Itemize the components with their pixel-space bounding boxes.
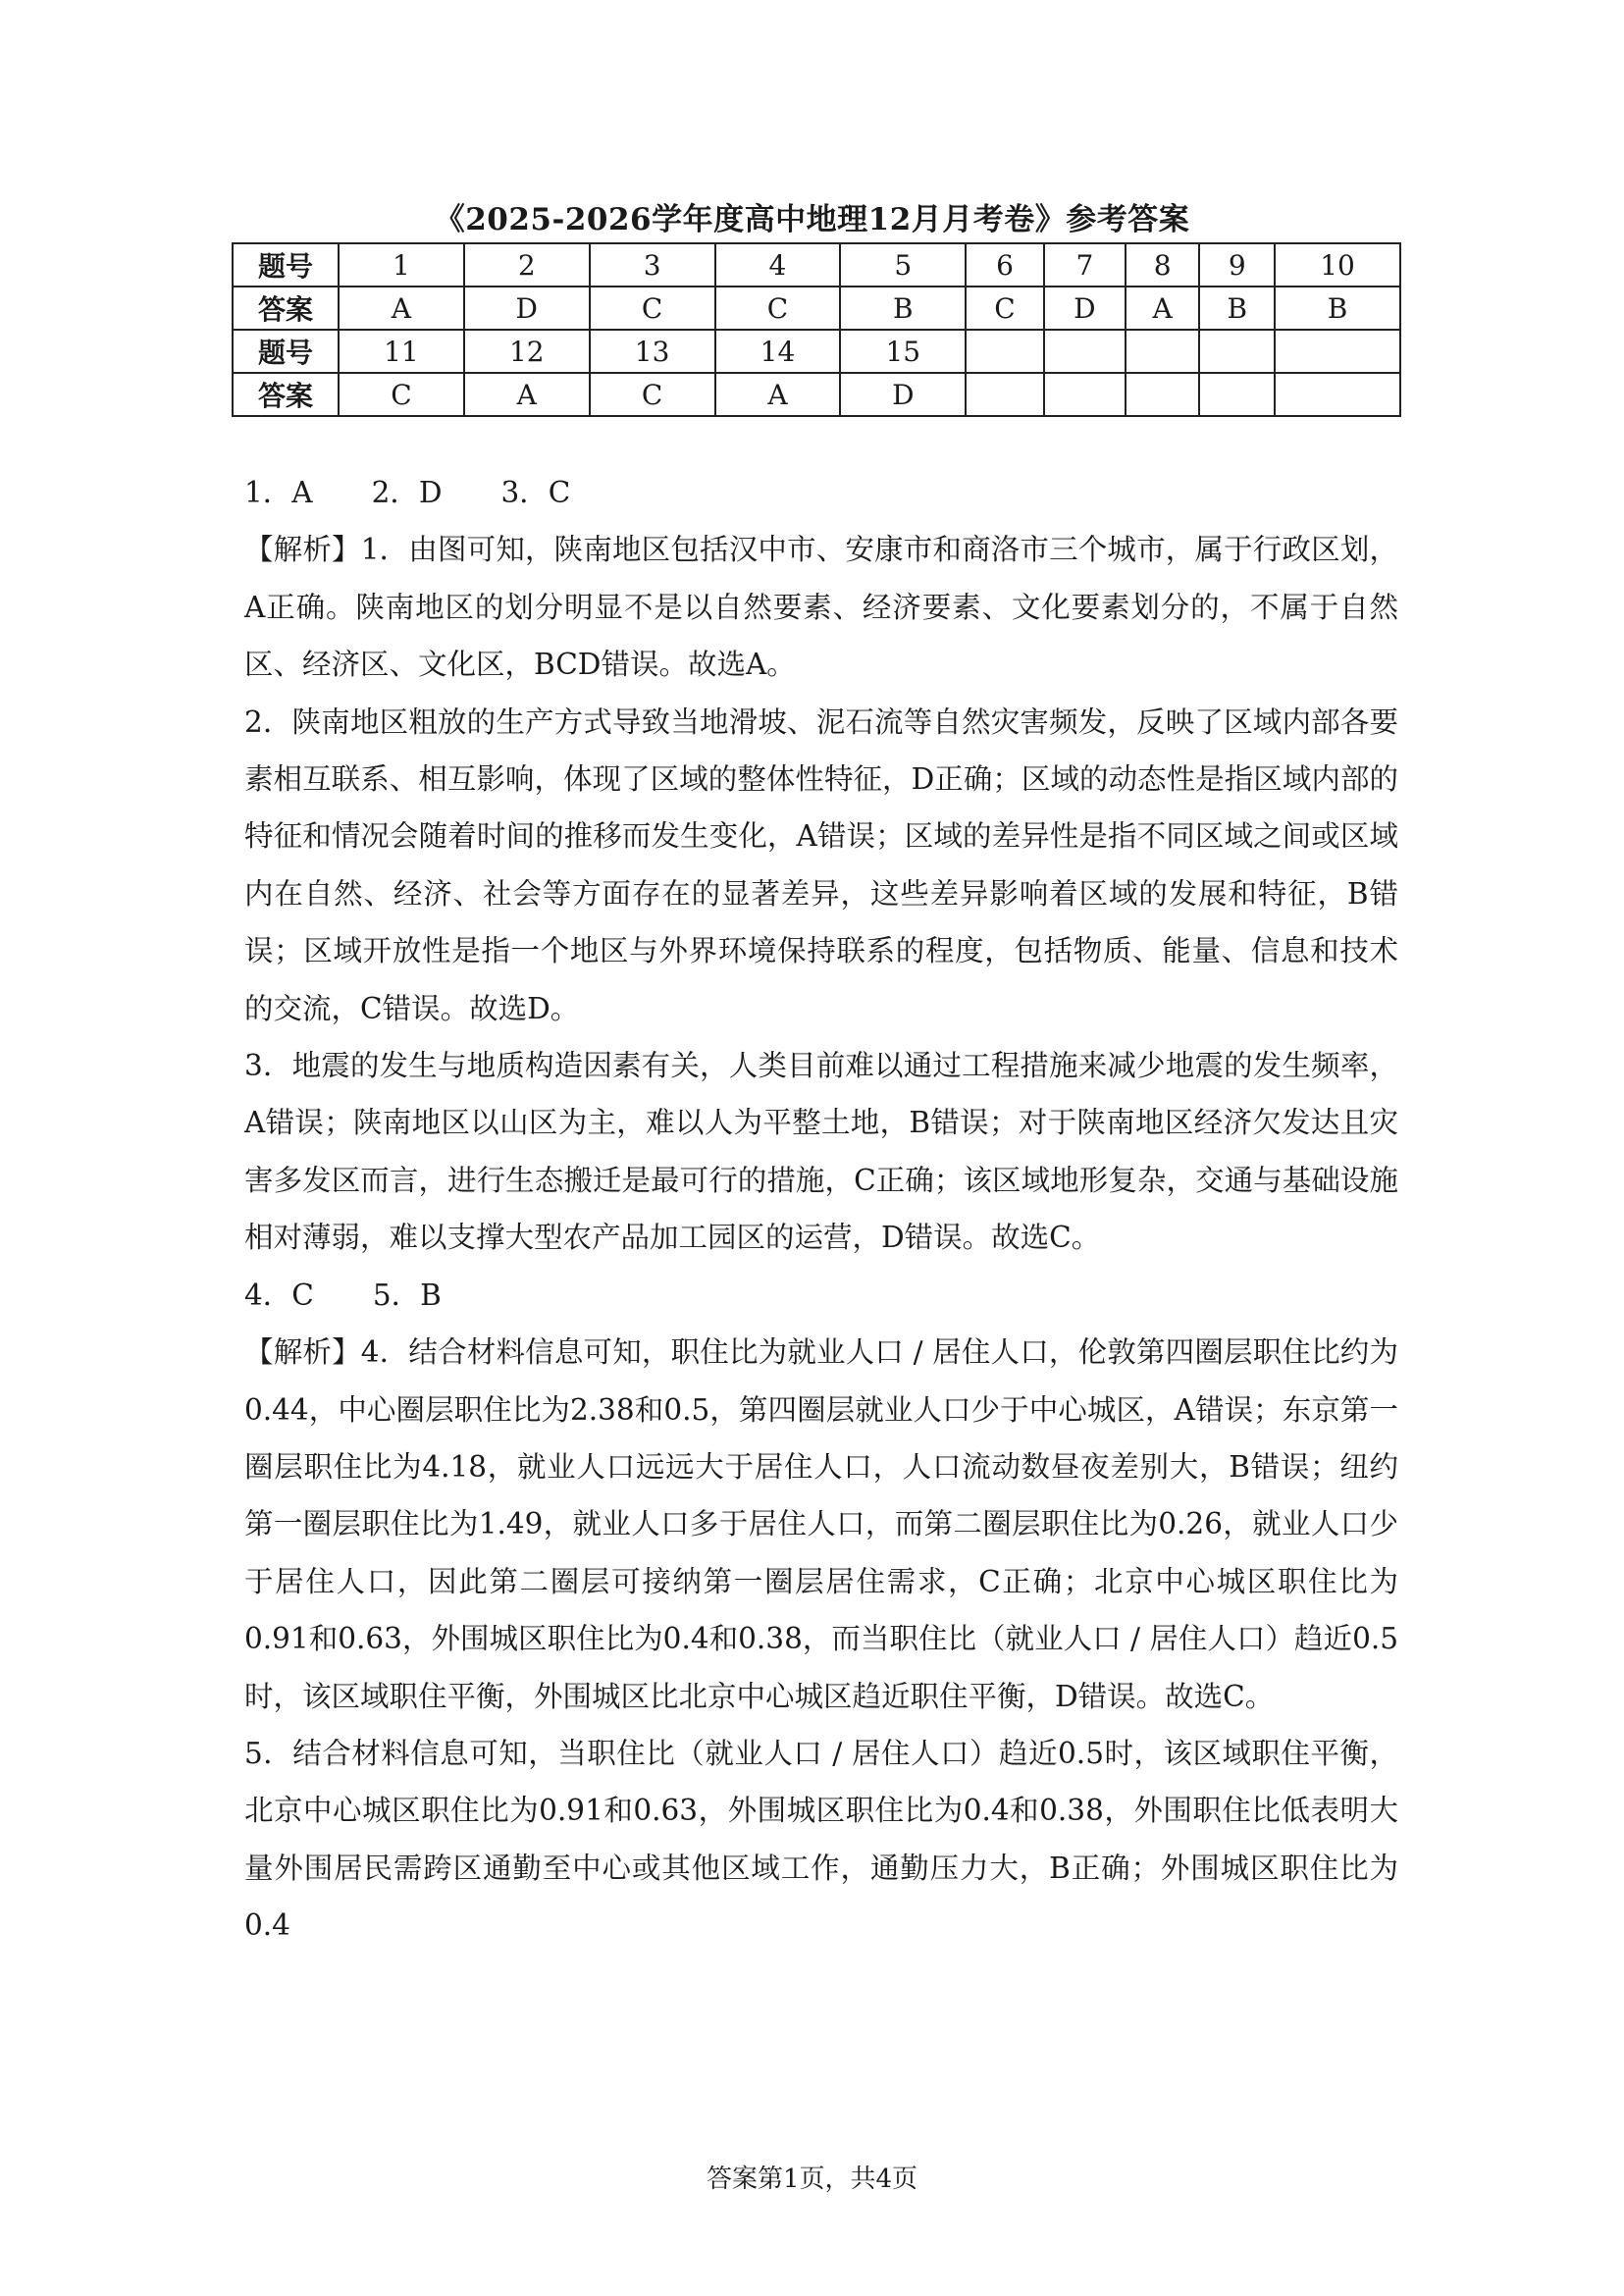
table-cell: 7 <box>1044 243 1126 287</box>
row-label-number: 题号 <box>233 243 339 287</box>
table-cell: C <box>339 373 464 416</box>
table-cell: 10 <box>1275 243 1400 287</box>
answer-label: 5．B <box>372 1278 442 1312</box>
table-cell: D <box>1044 287 1126 330</box>
table-cell: D <box>464 287 590 330</box>
table-cell: 15 <box>840 330 966 373</box>
explanation-paragraph: 2．陕南地区粗放的生产方式导致当地滑坡、泥石流等自然灾害频发，反映了区域内部各要素相互联系、相互影响，体现了区域的整体性特征，D正确；区域的动态性是指区域内部的特征和情况会随着时间的推移而发生变化，A错误；区域的差异性是指不同区域之间或区域内在自然、经济、社会等方面存在的显著差异，这些差异影响着区域的发展和特征，B错误；区域开放性是指一个地区与外界环境保持联系的程度，包括物质、能量、信息和技术的交流，C错误。故选D。 <box>244 704 1398 1025</box>
table-cell <box>966 330 1044 373</box>
answer-label: 4．C <box>244 1278 314 1312</box>
table-cell <box>1126 373 1200 416</box>
table-cell: 2 <box>464 243 590 287</box>
table-cell: A <box>715 373 841 416</box>
table-cell <box>1126 330 1200 373</box>
explanation-paragraph: 【解析】4．结合材料信息可知，职住比为就业人口 / 居住人口，伦敦第四圈层职住比约为0.44，中心圈层职住比为2.38和0.5，第四圈层就业人口少于中心城区，A错误；东京第一圈层职住比为4.18，就业人口远远大于居住人口，人口流动数昼夜差别大，B错误；纽约第一圈层职住比为1.49，就业人口多于居住人口，而第二圈层职住比为0.26，就业人口少于居住人口，因此第二圈层可接纳第一圈层居住需求，C正确；北京中心城区职住比为0.91和0.63，外围城区职住比为0.4和0.38，而当职住比（就业人口 / 居住人口）趋近0.5时，该区域职住平衡，外围城区比北京中心城区趋近职住平衡，D错误。故选C。 <box>244 1335 1398 1713</box>
table-row <box>233 243 1400 287</box>
answer-label: 2．D <box>371 476 443 509</box>
row-label-answer: 答案 <box>233 287 339 330</box>
table-cell: C <box>715 287 841 330</box>
answer-table <box>232 242 1401 417</box>
table-cell: 12 <box>464 330 590 373</box>
answers-group-1 <box>244 464 1398 521</box>
table-cell: 4 <box>715 243 841 287</box>
answer-explanations <box>244 464 1398 1955</box>
table-cell <box>1199 373 1275 416</box>
page-title: 《2025-2026学年度高中地理12月月考卷》参考答案 <box>434 202 1190 237</box>
table-cell: B <box>1199 287 1275 330</box>
explanation-paragraph: 【解析】1．由图可知，陕南地区包括汉中市、安康市和商洛市三个城市，属于行政区划，A正确。陕南地区的划分明显不是以自然要素、经济要素、文化要素划分的，不属于自然区、经济区、文化区，BCD错误。故选A。 <box>244 533 1398 682</box>
page-footer: 答案第1页，共4页 <box>706 2165 918 2194</box>
table-cell: 11 <box>339 330 464 373</box>
table-cell: C <box>590 287 715 330</box>
table-cell: 5 <box>840 243 966 287</box>
answer-label: 1．A <box>244 476 313 509</box>
table-cell <box>1275 373 1400 416</box>
table-row <box>233 287 1400 330</box>
table-cell <box>1044 330 1126 373</box>
row-label-answer: 答案 <box>233 373 339 416</box>
table-cell: 9 <box>1199 243 1275 287</box>
table-cell: B <box>840 287 966 330</box>
table-cell: D <box>840 373 966 416</box>
explanation-paragraph: 3．地震的发生与地质构造因素有关，人类目前难以通过工程措施来减少地震的发生频率，A错误；陕南地区以山区为主，难以人为平整土地，B错误；对于陕南地区经济欠发达且灾害多发区而言，进行生态搬迁是最可行的措施，C正确；该区域地形复杂，交通与基础设施相对薄弱，难以支撑大型农产品加工园区的运营，D错误。故选C。 <box>244 1049 1398 1255</box>
table-cell <box>1275 330 1400 373</box>
table-row <box>233 330 1400 373</box>
table-cell <box>1044 373 1126 416</box>
answers-group-2 <box>244 1267 1398 1324</box>
explanation-paragraph: 5．结合材料信息可知，当职住比（就业人口 / 居住人口）趋近0.5时，该区域职住平衡，北京中心城区职住比为0.91和0.63，外围城区职住比为0.4和0.38，外围职住比低表明大量外围居民需跨区通勤至中心或其他区域工作，通勤压力大，B正确；外围城区职住比为0.4 <box>244 1736 1398 1943</box>
row-label-number: 题号 <box>233 330 339 373</box>
table-cell: 14 <box>715 330 841 373</box>
table-cell: A <box>339 287 464 330</box>
table-row <box>233 373 1400 416</box>
table-cell <box>1199 330 1275 373</box>
answer-label: 3．C <box>500 476 571 509</box>
table-cell: 6 <box>966 243 1044 287</box>
table-cell: 3 <box>590 243 715 287</box>
table-cell: B <box>1275 287 1400 330</box>
table-cell: C <box>966 287 1044 330</box>
table-cell: 8 <box>1126 243 1200 287</box>
table-cell: 1 <box>339 243 464 287</box>
table-cell: A <box>464 373 590 416</box>
table-cell: 13 <box>590 330 715 373</box>
table-cell <box>966 373 1044 416</box>
table-cell: C <box>590 373 715 416</box>
table-cell: A <box>1126 287 1200 330</box>
